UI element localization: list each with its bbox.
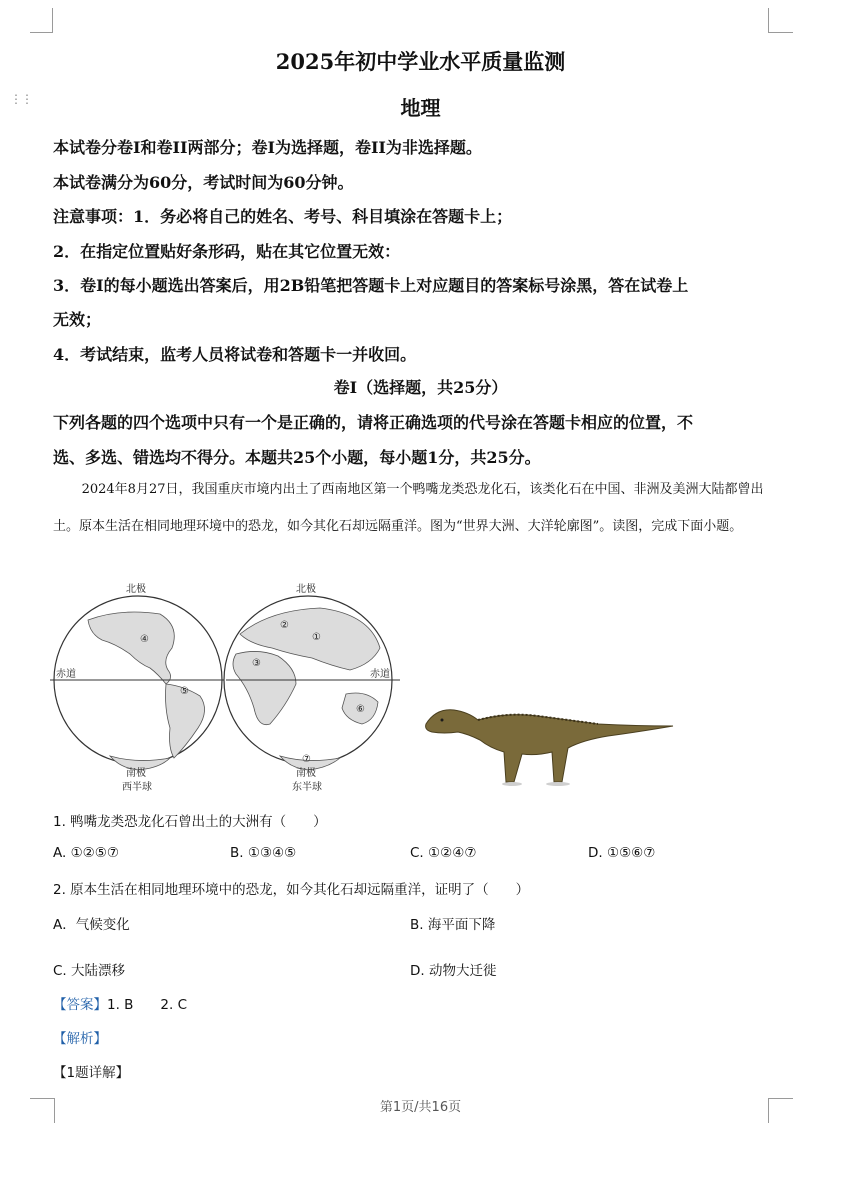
section-desc: 选、多选、错选均不得分。本题共25个小题，每小题1分，共25分。 <box>53 448 541 467</box>
instruction-line: 本试卷满分为60分，考试时间为60分钟。 <box>53 173 354 192</box>
exam-subject: 地理 <box>400 96 441 120</box>
east-equator-label: 赤道 <box>370 669 390 680</box>
west-south-pole-label: 南极 <box>126 768 146 779</box>
world-hemispheres-figure <box>50 578 400 796</box>
east-south-pole-label: 南极 <box>296 768 316 779</box>
question-1-option-b[interactable]: B. ①③④⑤ <box>230 845 297 861</box>
instruction-line: 2．在指定位置贴好条形码，贴在其它位置无效： <box>53 242 401 261</box>
crop-mark-top-right <box>768 8 793 33</box>
page-footer: 第1页/共16页 <box>379 1100 462 1115</box>
marker-5: ⑤ <box>180 686 189 697</box>
question-2-option-b[interactable]: B. 海平面下降 <box>410 917 496 933</box>
west-north-pole-label: 北极 <box>126 584 146 595</box>
question-1-option-d[interactable]: D. ①⑤⑥⑦ <box>588 845 656 861</box>
question-1-stem: 1. 鸭嘴龙类恐龙化石曾出土的大洲有（ ） <box>53 814 327 830</box>
west-equator-label: 赤道 <box>56 669 76 680</box>
section-desc: 下列各题的四个选项中只有一个是正确的，请将正确选项的代号涂在答题卡相应的位置，不 <box>53 413 694 432</box>
west-hemisphere-label: 西半球 <box>122 782 152 793</box>
question-2-option-c[interactable]: C. 大陆漂移 <box>53 963 126 979</box>
marker-7: ⑦ <box>302 754 311 765</box>
question-1-option-c[interactable]: C. ①②④⑦ <box>410 845 477 861</box>
instruction-line: 3．卷I的每小题选出答案后，用2B铅笔把答题卡上对应题目的答案标号涂黑，答在试卷上 <box>53 276 689 295</box>
east-hemisphere-label: 东半球 <box>292 782 322 793</box>
question-1-option-a[interactable]: A. ①②⑤⑦ <box>53 845 119 861</box>
answer-line <box>53 993 187 1013</box>
question-2-option-a[interactable]: A．气候变化 <box>53 917 130 933</box>
question-2-stem: 2. 原本生活在相同地理环境中的恐龙，如今其化石却远隔重洋，证明了（ ） <box>53 882 530 898</box>
exam-title: 2025年初中学业水平质量监测 <box>275 49 566 74</box>
section-title: 卷I（选择题，共25分） <box>333 378 508 397</box>
detail-label: 【1题详解】 <box>53 1065 130 1081</box>
marker-2: ② <box>280 620 289 631</box>
passage-text: 2024年8月27日，我国重庆市境内出土了西南地区第一个鸭嘴龙类恐龙化石，该类化石在中国、非洲及美洲大陆都曾出土。原本生活在相同地理环境中的恐龙，如今其化石却远隔重洋。图为“世界大洲、大洋轮廓图”。读图，完成下面小题。 <box>53 482 764 534</box>
question-2-option-d[interactable]: D. 动物大迁徙 <box>410 963 497 979</box>
instruction-line: 4．考试结束，监考人员将试卷和答题卡一并收回。 <box>53 345 417 364</box>
marker-4: ④ <box>140 634 149 645</box>
marker-3: ③ <box>252 658 261 669</box>
east-north-pole-label: 北极 <box>296 584 316 595</box>
marker-6: ⑥ <box>356 704 365 715</box>
answer-text: 1. B 2. C <box>107 997 188 1013</box>
instruction-line: 本试卷分卷I和卷II两部分；卷I为选择题，卷II为非选择题。 <box>53 138 482 157</box>
duck-billed-dinosaur-image <box>418 690 678 790</box>
instruction-line: 无效； <box>53 310 102 329</box>
marker-1: ① <box>312 632 321 643</box>
instruction-line: 注意事项：1．务必将自己的姓名、考号、科目填涂在答题卡上； <box>53 207 513 226</box>
answer-label: 【答案】 <box>53 997 107 1013</box>
analysis-label: 【解析】 <box>53 1031 107 1047</box>
drag-handle-icon[interactable]: ⋮⋮ <box>10 92 32 106</box>
crop-mark-top-left <box>30 8 53 33</box>
